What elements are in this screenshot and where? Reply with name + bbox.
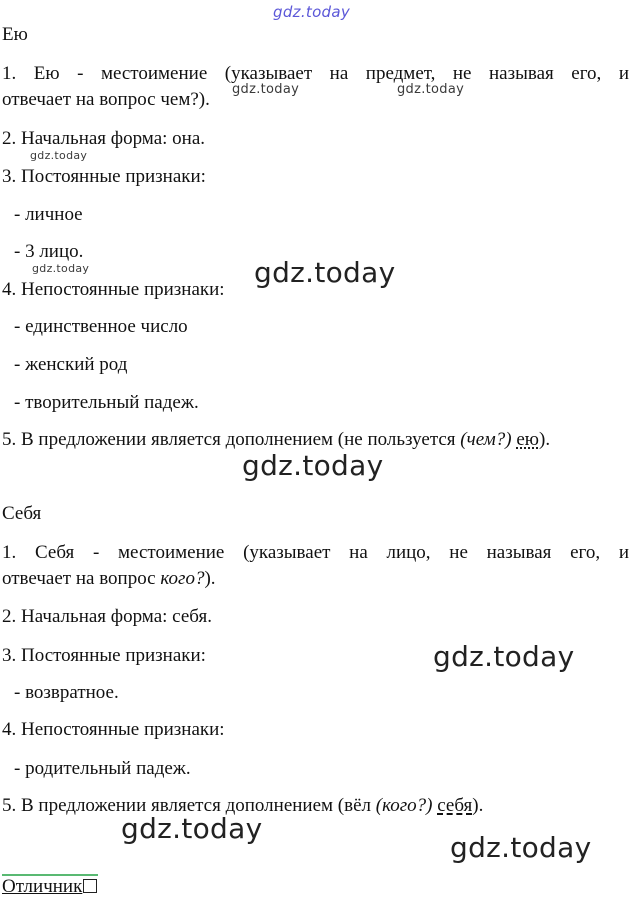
- sebya-point-1-question: кого?: [160, 568, 205, 589]
- watermark-large-1: gdz.today: [254, 256, 396, 289]
- sebya-point-5-question: (кого?): [375, 795, 433, 816]
- eyu-point-3-item-1: - личное: [14, 204, 83, 225]
- eyu-point-5-question: (чем?): [460, 429, 512, 450]
- sebya-point-5: [2, 795, 629, 817]
- watermark-large-2: gdz.today: [242, 449, 384, 482]
- eyu-point-3-item-2: - 3 лицо.: [14, 241, 84, 262]
- footer-branding: [2, 876, 97, 898]
- sebya-point-1-line-2-suffix: ).: [204, 568, 216, 589]
- section-title-sebya: Себя: [2, 503, 42, 524]
- section-title-eyu: Ею: [2, 24, 28, 45]
- eyu-point-5: [2, 429, 629, 451]
- watermark-large-3: gdz.today: [433, 640, 575, 673]
- sebya-point-5-word: себя: [437, 795, 473, 816]
- eyu-point-4-item-2: - женский род: [14, 354, 128, 375]
- sebya-point-5-prefix: 5. В предложении является дополнением (вёл: [2, 795, 376, 816]
- watermark-small-2: gdz.today: [397, 82, 465, 97]
- eyu-point-4-item-1: - единственное число: [14, 316, 188, 337]
- sebya-point-1-line-1: 1. Себя - местоимение (указывает на лицо, не называя его, и: [2, 542, 629, 563]
- eyu-point-2: 2. Начальная форма: она.: [2, 128, 206, 149]
- sebya-point-1-line-2-prefix: отвечает на вопрос: [2, 568, 161, 589]
- eyu-point-3: 3. Постоянные признаки:: [2, 166, 206, 187]
- eyu-point-5-word: ею: [516, 429, 539, 450]
- watermark-small-1: gdz.today: [232, 82, 300, 97]
- eyu-point-4: 4. Непостоянные признаки:: [2, 279, 225, 300]
- sebya-point-3: 3. Постоянные признаки:: [2, 645, 206, 666]
- sebya-point-4-item-1: - родительный падеж.: [14, 758, 191, 779]
- sebya-point-1-line-2: [2, 568, 629, 590]
- footer-logo-icon: [83, 879, 97, 893]
- eyu-point-1-line-2: отвечает на вопрос чем?).: [2, 89, 210, 110]
- eyu-point-1-line-1: 1. Ею - местоимение (указывает на предмет, не называя его, и: [2, 63, 629, 84]
- eyu-point-5-suffix: ).: [539, 429, 551, 450]
- watermark-small-3: gdz.today: [30, 149, 88, 162]
- eyu-point-5-prefix: 5. В предложении является дополнением (не пользуется: [2, 429, 461, 450]
- footer-accent-line: [2, 874, 98, 876]
- eyu-point-4-item-3: - творительный падеж.: [14, 392, 199, 413]
- watermark-large-5: gdz.today: [450, 831, 592, 864]
- watermark-large-4: gdz.today: [121, 812, 263, 845]
- sebya-point-5-suffix: ).: [472, 795, 484, 816]
- sebya-point-2: 2. Начальная форма: себя.: [2, 606, 212, 627]
- sebya-point-4: 4. Непостоянные признаки:: [2, 719, 225, 740]
- watermark-top: gdz.today: [273, 3, 351, 21]
- footer-text: Отличник: [2, 876, 83, 897]
- sebya-point-3-item-1: - возвратное.: [14, 682, 119, 703]
- watermark-small-4: gdz.today: [32, 262, 90, 275]
